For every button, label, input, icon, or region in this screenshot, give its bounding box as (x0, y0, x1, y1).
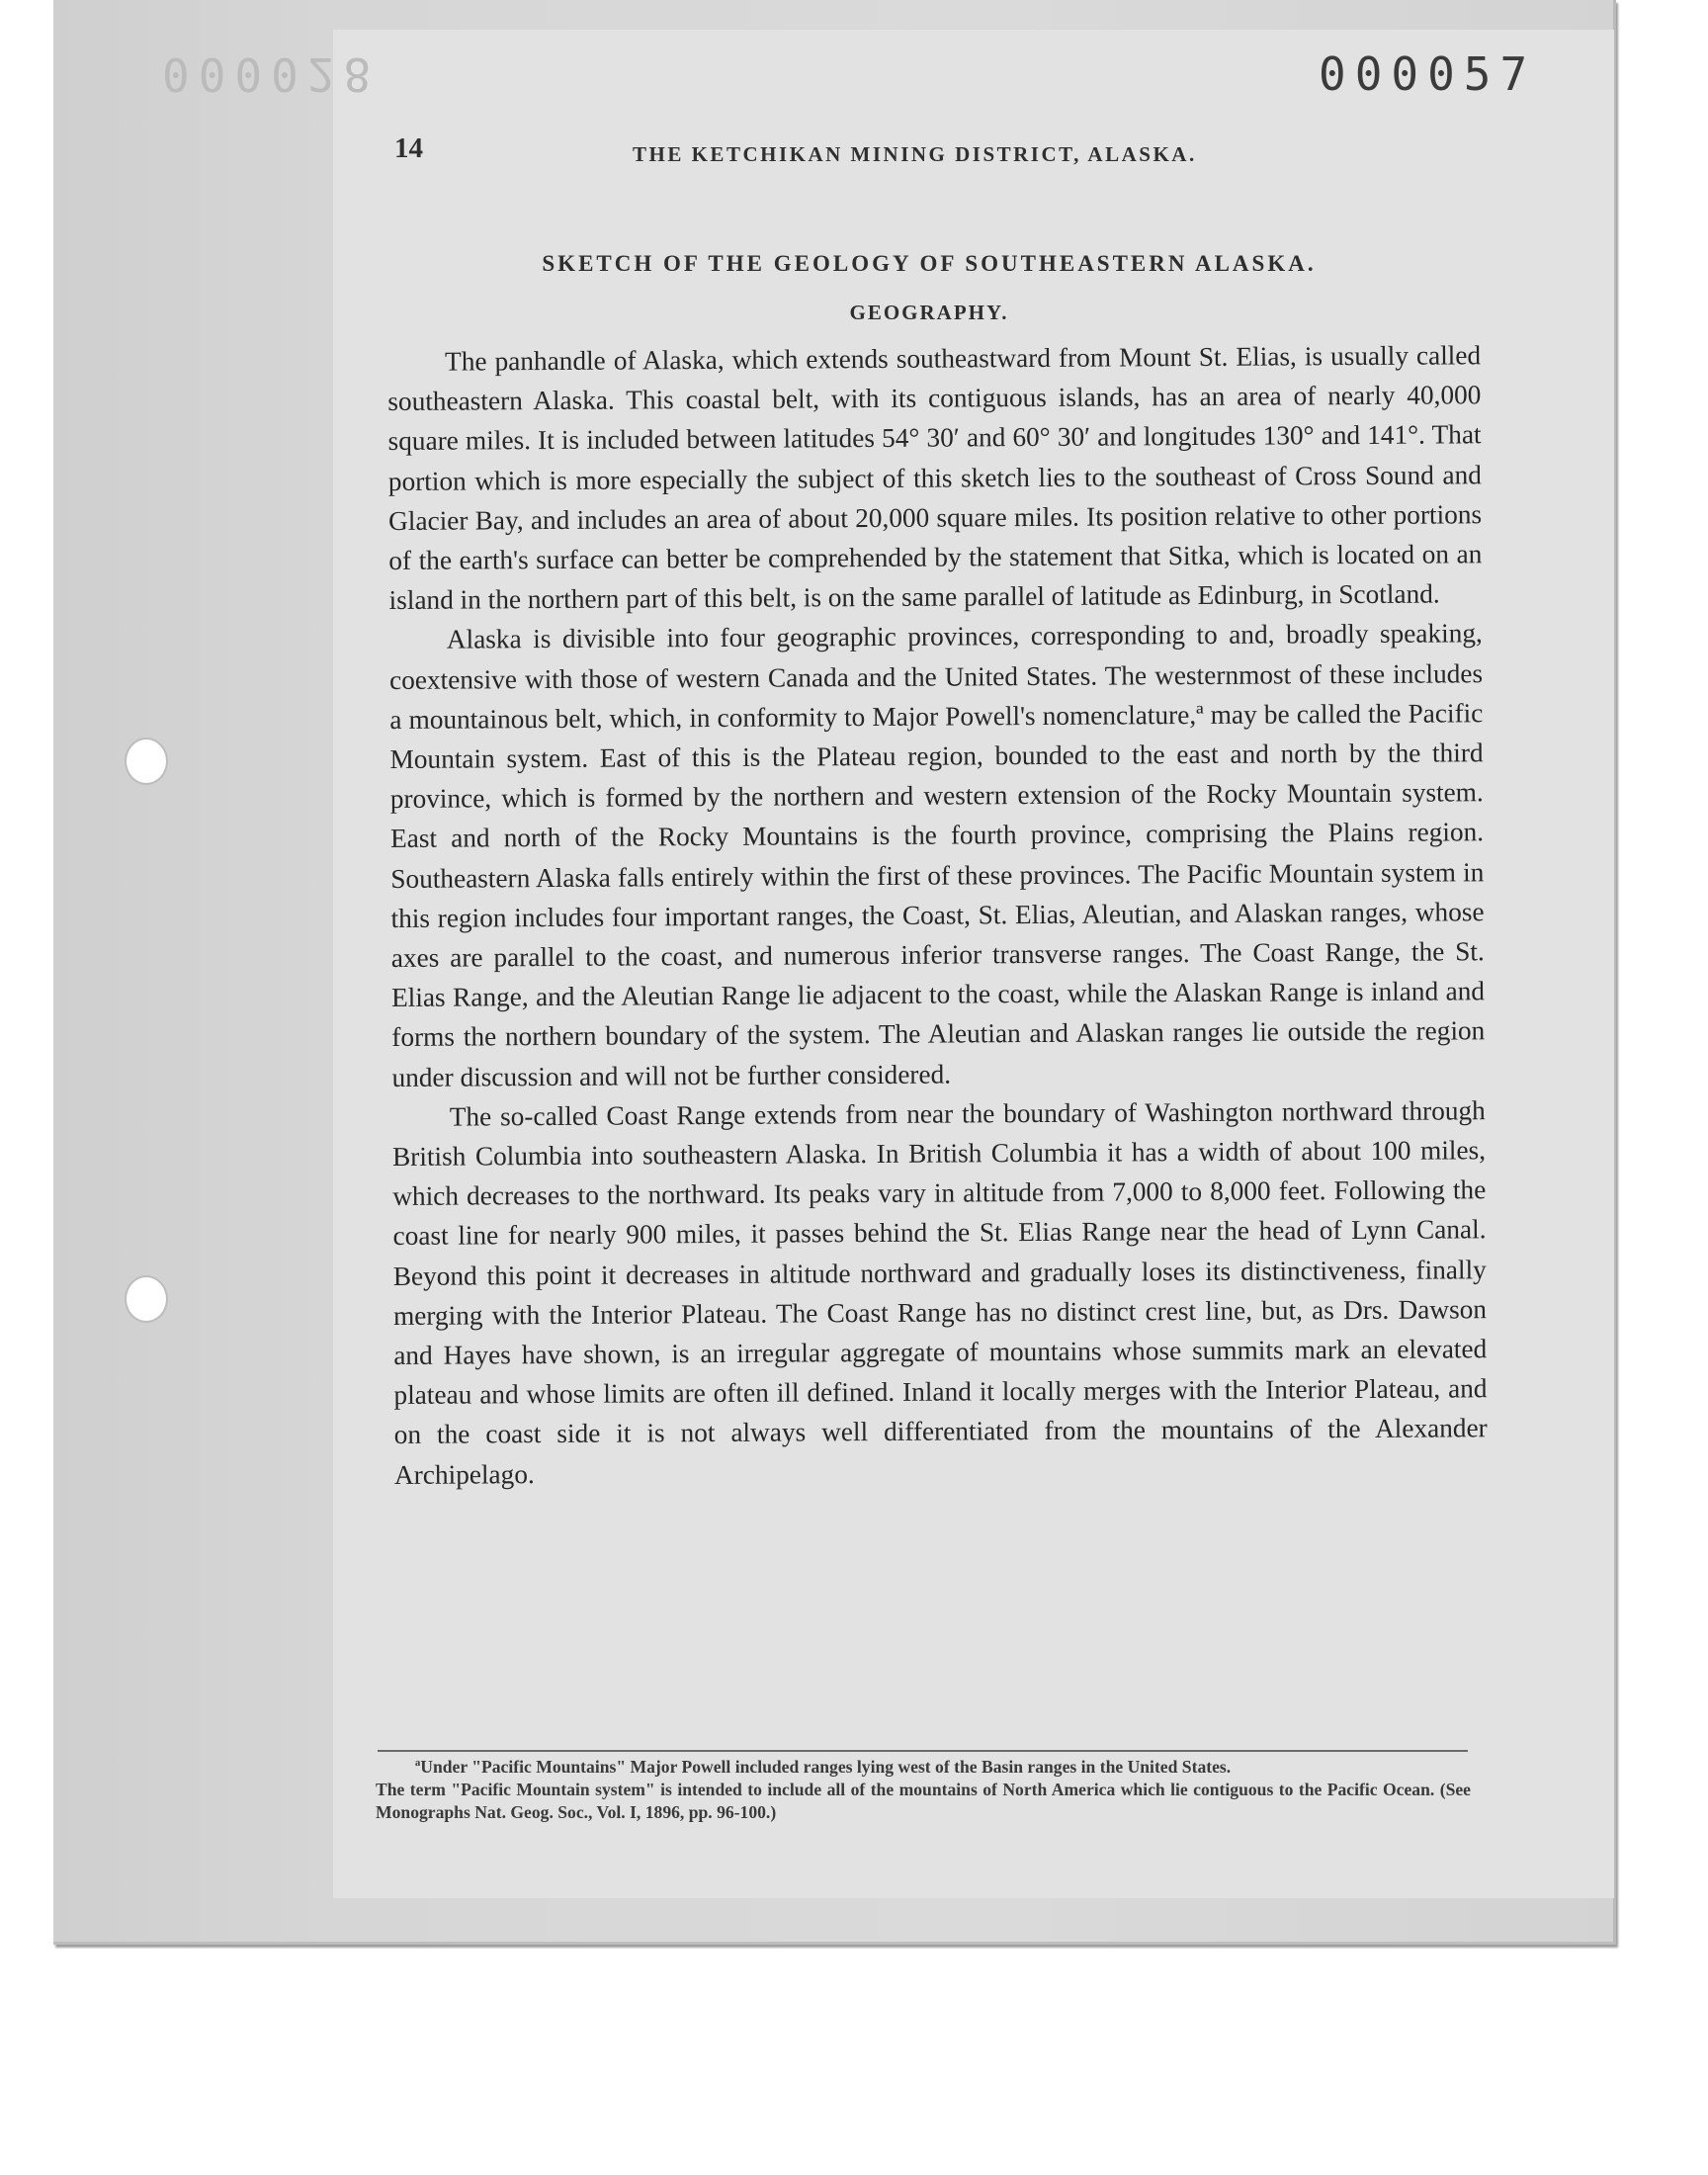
footnote (376, 1756, 1471, 1824)
punch-hole-top (125, 738, 168, 785)
paragraph: Alaska is divisible into four geographic provinces, corresponding to and, broadly speaking, coextensive with those of western Canada and the United States. The westernmost of these includes a mountainous belt, which, in conformity to Major Powell's nomenclature,ª may be called the Pacific Mountain system. East of this is the Plateau region, bounded to the east and north by the third province, which is formed by the northern and western extension of the Rocky Mountain system. East and north of the Rocky Mountains is the fourth province, comprising the Plains region. Southeastern Alaska falls entirely within the first of these provinces. The Pacific Mountain system in this region includes four important ranges, the Coast, St. Elias, Aleutian, and Alaskan ranges, whose axes are parallel to the coast, and numerous inferior transverse ranges. The Coast Range, the St. Elias Range, and the Aleutian Range lie adjacent to the coast, while the Alaskan Range is inland and forms the northern boundary of the system. The Aleutian and Alaskan ranges lie outside the region under discussion and will not be further considered. (388, 618, 1486, 1092)
punch-hole-bottom (125, 1275, 168, 1323)
mirrored-page-stamp: 000028 (162, 47, 381, 101)
section-title: SKETCH OF THE GEOLOGY OF SOUTHEASTERN ALASKA. (542, 251, 1317, 276)
page-number: 14 (394, 132, 423, 164)
paragraph: The so-called Coast Range extends from near the boundary of Washington northward through British Columbia into southeastern Alaska. In British Columbia it has a width of about 100 miles, which decreases to the northward. Its peaks vary in altitude from 7,000 to 8,000 feet. Following the coast line for nearly 900 miles, it passes behind the St. Elias Range near the head of Lynn Canal. Beyond this point it decreases in altitude northward and gradually loses its distinctiveness, finally merging with the Interior Plateau. The Coast Range has no distinct crest line, but, as Drs. Dawson and Hayes have shown, is an irregular aggregate of mountains whose summits mark an elevated plateau and whose limits are often ill defined. Inland it locally merges with the Interior Plateau, and on the coast side it is not always well differentiated from the mountains of the Alexander Archipelago. (391, 1095, 1488, 1490)
footnote-continuation: The term "Pacific Mountain system" is intended to include all of the mountains of North America which lie contiguous to the Pacific Ocean. (See Monographs Nat. Geog. Soc., Vol. I, 1896, pp. 96-100.) (376, 1780, 1471, 1822)
footnote-divider (378, 1750, 1468, 1752)
running-title: THE KETCHIKAN MINING DISTRICT, ALASKA. (633, 142, 1197, 166)
paragraph: The panhandle of Alaska, which extends southeastward from Mount St. Elias, is usually called southeastern Alaska. This coastal belt, with its contiguous islands, has an area of nearly 40,000 square miles. It is included between latitudes 54° 30′ and 60° 30′ and longitudes 130° and 141°. That portion which is more especially the subject of this sketch lies to the southeast of Cross Sound and Glacier Bay, and includes an area of about 20,000 square miles. Its position relative to other portions of the earth's surface can better be comprehended by the statement that Sitka, which is located on an island in the northern part of this belt, is on the same parallel of latitude as Edinburg, in Scotland. (387, 340, 1483, 616)
body-text (387, 335, 1488, 1495)
footnote-line: ªUnder "Pacific Mountains" Major Powell included ranges lying west of the Basin ranges in the United States. (415, 1757, 1232, 1777)
page-stamp: 000057 (1319, 47, 1537, 101)
subsection-title: GEOGRAPHY. (849, 301, 1009, 324)
